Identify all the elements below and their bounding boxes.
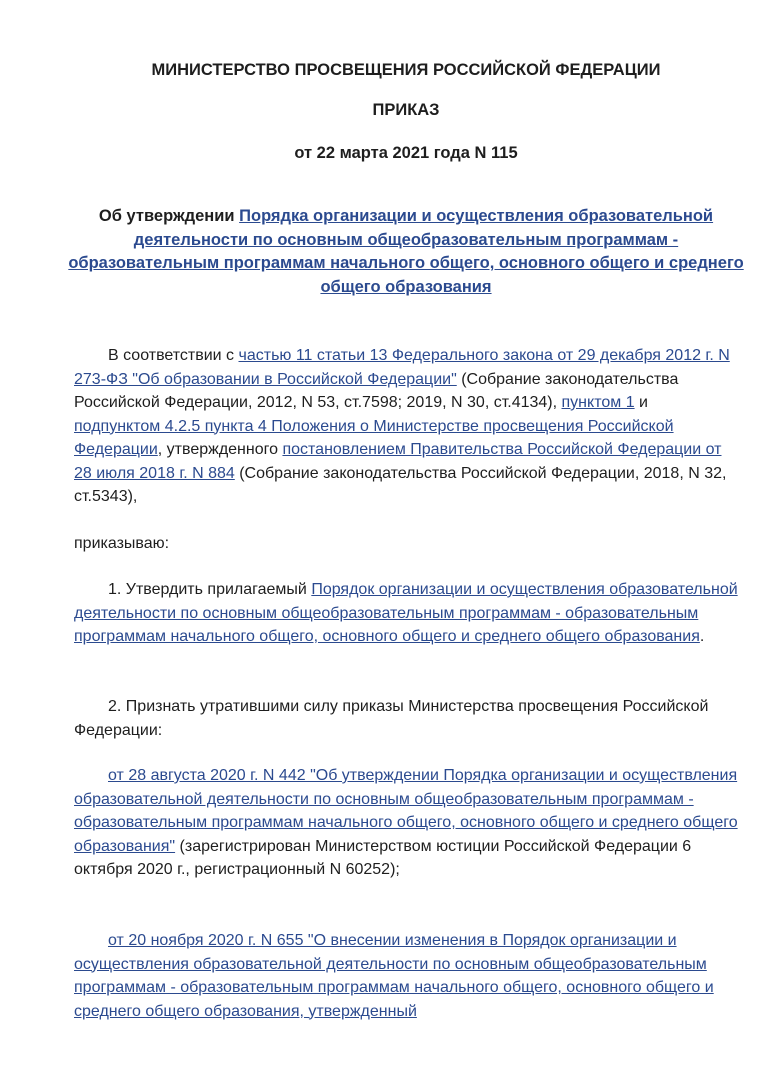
date-number-heading: от 22 марта 2021 года N 115 (294, 144, 518, 162)
subpoint-link[interactable]: подпунктом 4.2.5 пункта 4 Положения о Министерстве просвещения Российской Федерации (74, 417, 674, 458)
item-2-paragraph: 2. Признать утратившими силу приказы Министерства просвещения Российской Федерации: (74, 698, 709, 739)
procedure-link[interactable]: Порядок организации и осуществления образовательной деятельности по основным общеобразовательным программам - образовательным программам начального общего, основного общего и среднего общего образования (74, 581, 738, 645)
preamble-text-3: и (634, 394, 648, 411)
item-1-paragraph (74, 578, 738, 649)
law-273-link[interactable]: частью 11 статьи 13 Федерального закона от 29 декабря 2012 г. N 273-ФЗ "Об образовании в Российской Федерации" (74, 347, 730, 388)
preamble-text-2: (Собрание законодательства Российской Федерации, 2012, N 53, ст.7598; 2019, N 30, ст.4134), (74, 370, 679, 411)
preamble-text-4: , утвержденного (157, 441, 283, 458)
repeal-2-paragraph (74, 929, 738, 1023)
document-title (64, 205, 748, 299)
resolution-884-link[interactable]: постановлением Правительства Российской Федерации от 28 июля 2018 г. N 884 (74, 441, 722, 482)
order-655-link[interactable]: от 20 ноября 2020 г. N 655 "О внесении изменения в Порядок организации и осуществления образовательной деятельности по основным общеобразовательным программам - образовательным программам начального общего, основного общего и среднего общего образования, утвержденный (74, 932, 714, 1020)
ministry-heading: МИНИСТЕРСТВО ПРОСВЕЩЕНИЯ РОССИЙСКОЙ ФЕДЕРАЦИИ (151, 61, 661, 79)
item-1-end: . (699, 628, 705, 645)
item-1-text: 1. Утвердить прилагаемый (108, 581, 312, 598)
title-link[interactable]: Порядка организации и осуществления образовательной деятельности по основным общеобразовательным программам - образовательным программам начального общего, основного общего и среднего общего образования (68, 207, 744, 296)
order-442-link[interactable]: от 28 августа 2020 г. N 442 "Об утверждении Порядка организации и осуществления образовательной деятельности по основным общеобразовательным программам - образовательным программам начального общего, основного общего и среднего общего образования" (74, 767, 738, 855)
doc-type-heading: ПРИКАЗ (372, 101, 440, 119)
title-prefix: Об утверждении (98, 207, 240, 225)
preamble-text-5: (Собрание законодательства Российской Федерации, 2018, N 32, ст.5343), (74, 464, 727, 505)
preamble-paragraph (74, 344, 738, 509)
repeal-1-paragraph (74, 764, 738, 882)
preamble-text-1: В соответствии с (108, 347, 239, 364)
repeal-1-text: (зарегистрирован Министерством юстиции Российской Федерации 6 октября 2020 г., регистрационный N 60252); (74, 837, 692, 878)
point-1-link[interactable]: пунктом 1 (561, 394, 635, 411)
order-word: приказываю: (74, 535, 170, 552)
